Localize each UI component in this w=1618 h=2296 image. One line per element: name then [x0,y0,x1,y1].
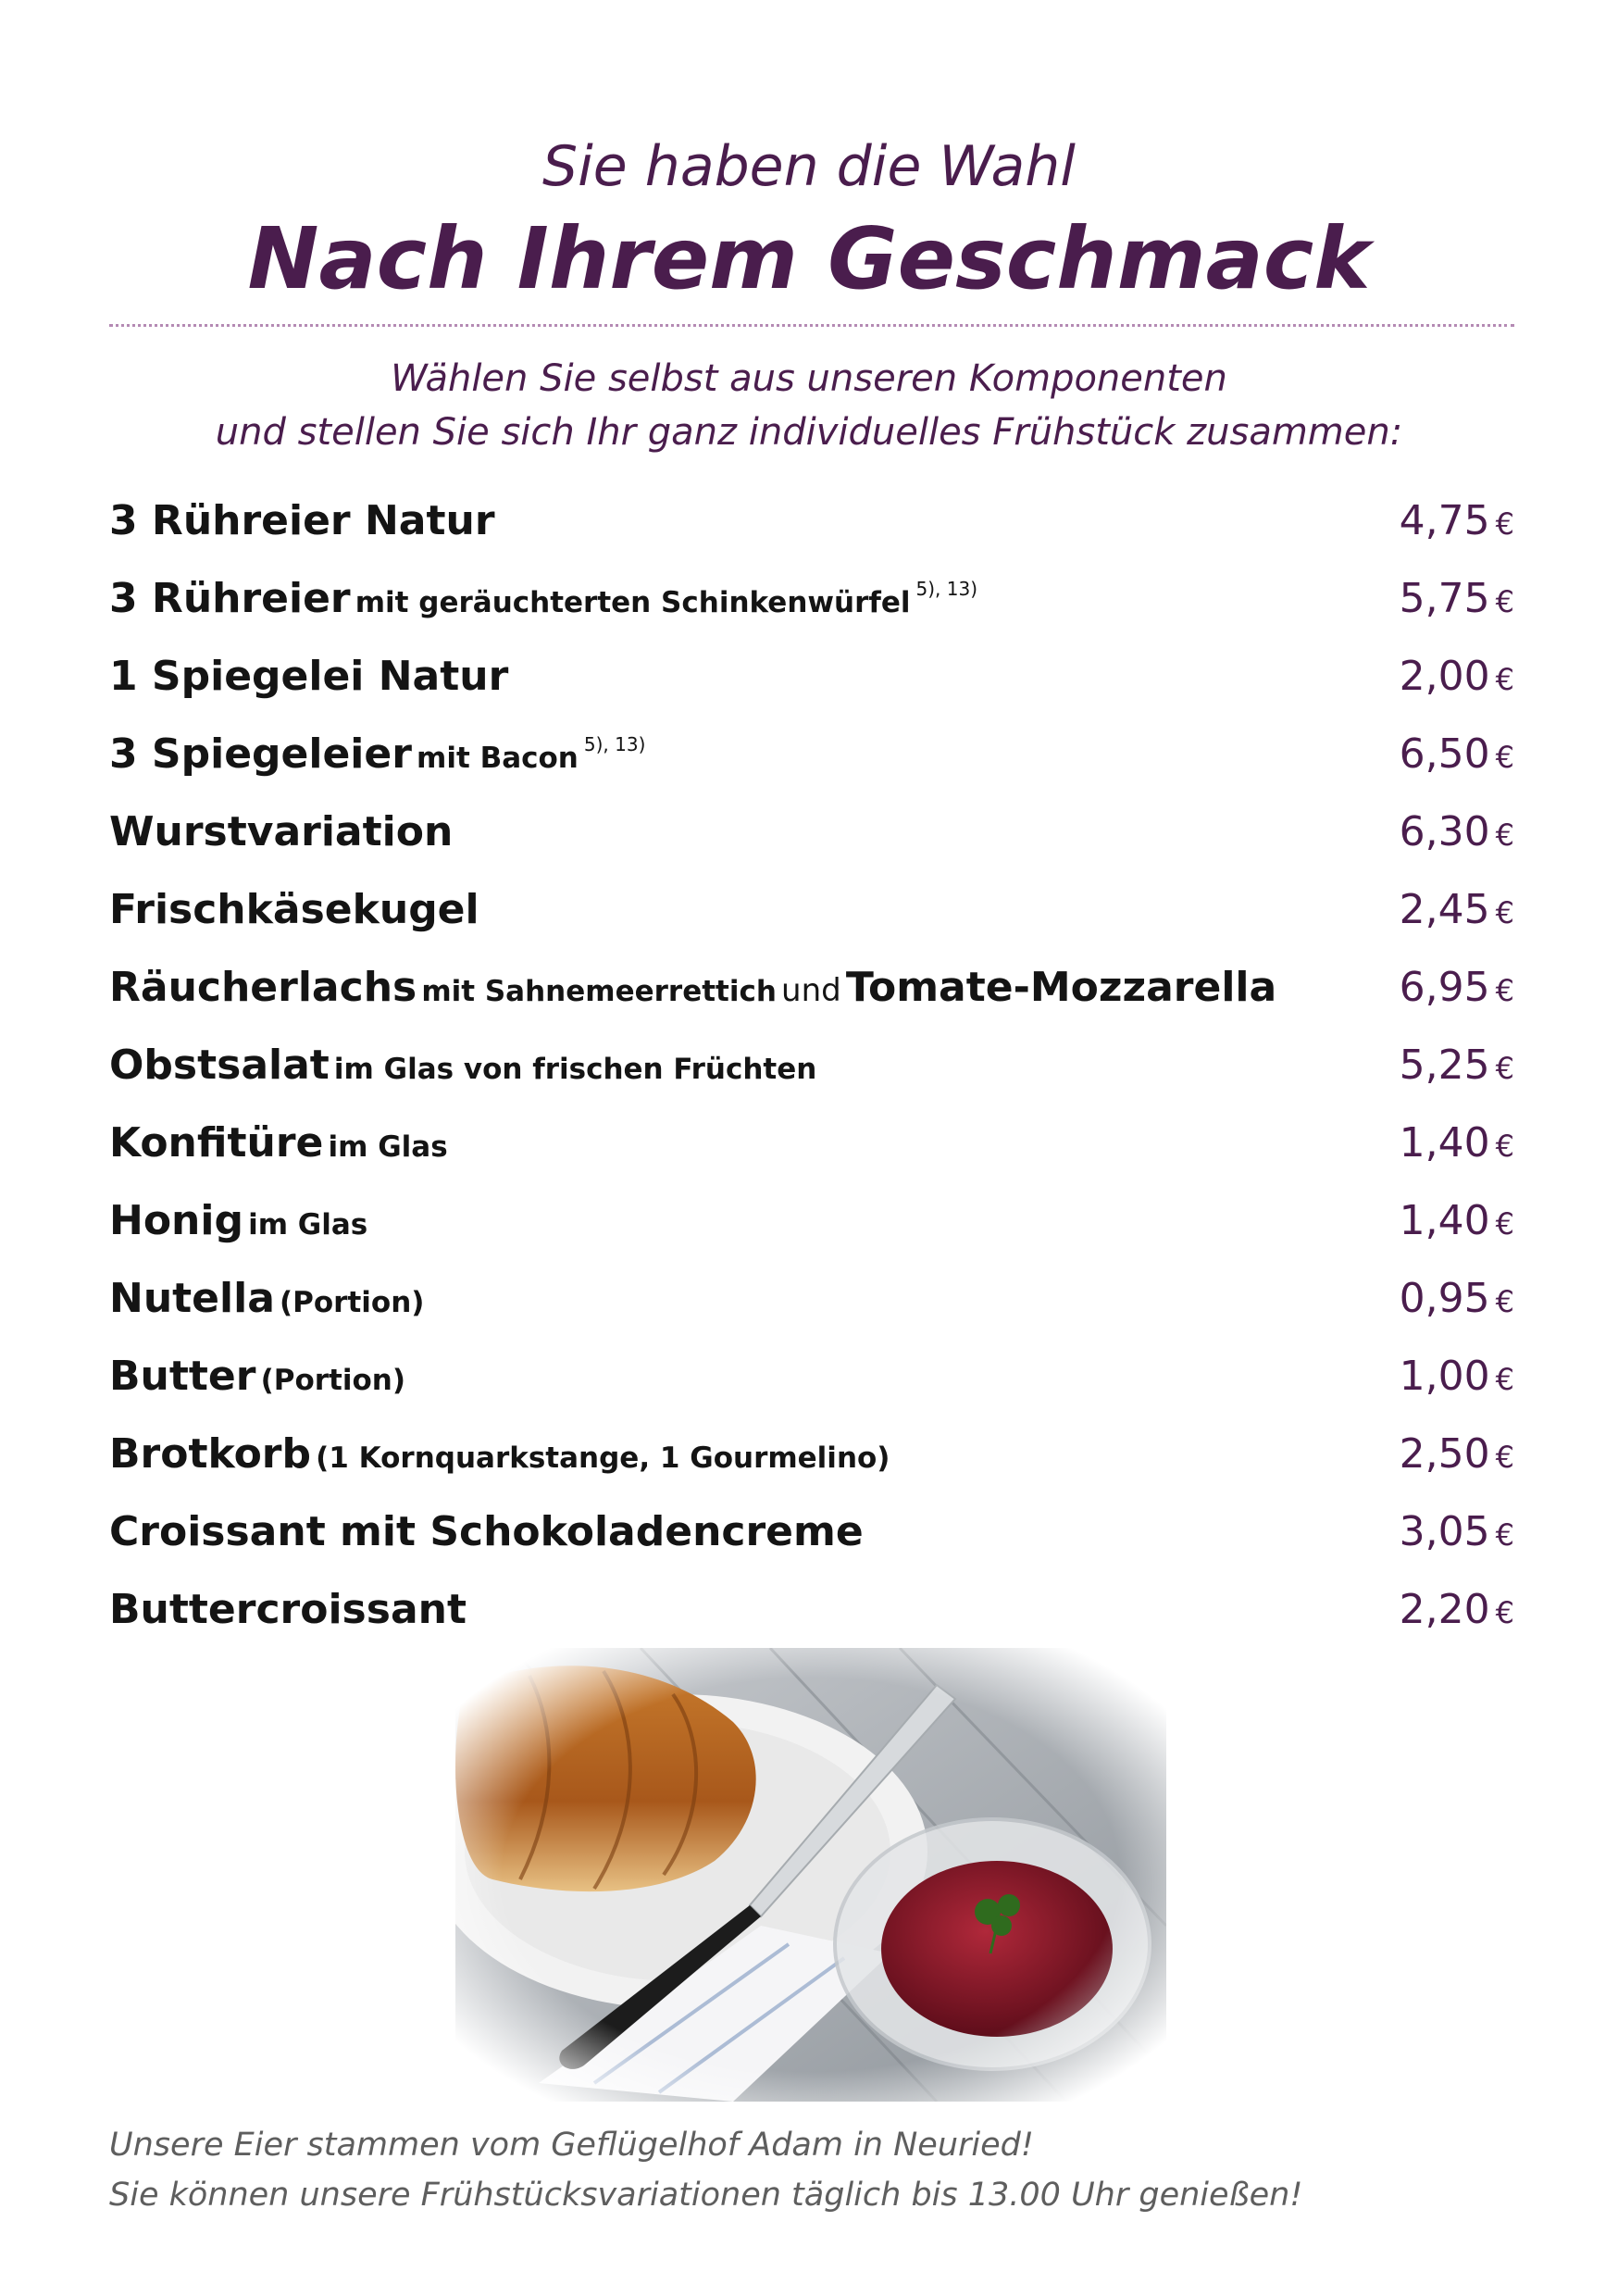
item-name: 3 Spiegeleier [109,730,412,778]
menu-row [109,948,1514,1026]
item-price [1400,1430,1514,1478]
item-detail: (1 Kornquarkstange, 1 Gourmelino) [316,1441,890,1475]
menu-row [109,1104,1514,1181]
menu-item [109,1042,816,1089]
item-name: Brotkorb [109,1429,312,1478]
allergen-note: 5), 13) [915,577,978,600]
breakfast-croissant-jam-photo [455,1648,1166,2102]
euro-symbol: € [1495,1050,1514,1086]
menu-item [109,653,508,700]
item-price [1400,653,1514,700]
item-detail: im Glas [248,1207,368,1242]
item-price [1400,1197,1514,1244]
item-name: Konfitüre [109,1118,324,1167]
price-value: 6,95 [1399,963,1490,1011]
price-value: 2,50 [1399,1429,1490,1478]
item-name: Nutella [109,1274,275,1322]
price-value: 2,00 [1399,652,1490,700]
menu-item [109,1197,367,1244]
item-price [1400,1275,1514,1322]
item-price [1400,575,1514,622]
price-value: 0,95 [1399,1274,1490,1322]
item-name: Obstsalat [109,1041,330,1089]
item-price [1400,497,1514,544]
item-name: 1 Spiegelei Natur [109,652,509,700]
menu-item [109,1508,864,1555]
menu-row [109,715,1514,792]
menu-row [109,1492,1514,1570]
euro-symbol: € [1495,972,1514,1008]
item-price [1400,1119,1514,1167]
menu-row [109,792,1514,870]
menu-row [109,1415,1514,1492]
item-price [1400,730,1514,778]
intro-line-1: Wählen Sie selbst aus unseren Komponenten [391,357,1227,400]
menu-row [109,481,1514,559]
menu-item [109,1430,890,1478]
euro-symbol: € [1495,583,1514,619]
item-detail: im Glas [328,1129,448,1164]
item-name: 3 Rühreier [109,574,351,622]
price-value: 3,05 [1399,1507,1490,1555]
item-name-secondary: Tomate-Mozzarella [845,963,1277,1011]
item-name: Honig [109,1196,243,1244]
euro-symbol: € [1495,817,1514,853]
menu-item [109,964,1276,1011]
item-price [1400,964,1514,1011]
menu-row [109,1337,1514,1415]
euro-symbol: € [1495,1516,1514,1553]
price-value: 4,75 [1399,496,1490,544]
euro-symbol: € [1495,505,1514,542]
menu-item [109,1586,467,1633]
menu-row [109,1026,1514,1104]
euro-symbol: € [1495,1128,1514,1164]
menu-item [109,1353,405,1400]
price-value: 2,20 [1399,1585,1490,1633]
item-price [1400,1508,1514,1555]
menu-footer [109,2120,1514,2220]
item-name: Frischkäsekugel [109,885,479,933]
allergen-note: 5), 13) [583,732,646,755]
menu-item [109,575,977,622]
item-detail: (Portion) [279,1285,425,1319]
item-detail: mit Sahnemeerrettich [421,974,777,1008]
item-detail: (Portion) [260,1363,406,1397]
item-detail: mit Bacon [417,741,579,775]
menu-item [109,1119,448,1167]
menu-item [109,730,645,778]
item-name: Butter [109,1352,256,1400]
item-name: Räucherlachs [109,963,417,1011]
item-name: Wurstvariation [109,807,454,855]
menu-title: Nach Ihrem Geschmack [247,209,1371,308]
menu-item [109,1275,424,1322]
menu-list [109,481,1514,1648]
footer-line-1: Unsere Eier stammen vom Geflügelhof Adam in Neuried! [109,2127,1034,2164]
item-detail: im Glas von frischen Früchten [333,1052,817,1086]
menu-row [109,1570,1514,1648]
item-price [1400,1586,1514,1633]
item-name: Croissant mit Schokoladencreme [109,1507,864,1555]
price-value: 1,00 [1399,1352,1490,1400]
item-name: Buttercroissant [109,1585,467,1633]
euro-symbol: € [1495,1205,1514,1242]
item-price [1400,1353,1514,1400]
euro-symbol: € [1495,1283,1514,1319]
euro-symbol: € [1495,1439,1514,1475]
price-value: 6,30 [1399,807,1490,855]
menu-kicker: Sie haben die Wahl [542,134,1076,199]
menu-intro [0,352,1618,459]
euro-symbol: € [1495,1594,1514,1630]
menu-row [109,637,1514,715]
price-value: 6,50 [1399,730,1490,778]
euro-symbol: € [1495,1361,1514,1397]
euro-symbol: € [1495,894,1514,930]
intro-line-2: und stellen Sie sich Ihr ganz individuelles Frühstück zusammen: [215,411,1403,454]
menu-item [109,497,495,544]
price-value: 1,40 [1399,1196,1490,1244]
euro-symbol: € [1495,661,1514,697]
menu-row [109,870,1514,948]
footer-line-2: Sie können unsere Frühstücksvariationen täglich bis 13.00 Uhr genießen! [109,2177,1303,2214]
menu-row [109,559,1514,637]
menu-item [109,808,453,855]
item-detail: mit geräuchterten Schinkenwürfel [355,585,911,619]
menu-row [109,1181,1514,1259]
dotted-divider [109,324,1514,327]
price-value: 5,25 [1399,1041,1490,1089]
price-value: 5,75 [1399,574,1490,622]
item-price [1400,886,1514,933]
item-conjunction: und [781,971,841,1009]
item-price [1400,808,1514,855]
euro-symbol: € [1495,739,1514,775]
menu-item [109,886,479,933]
price-value: 2,45 [1399,885,1490,933]
item-price [1400,1042,1514,1089]
price-value: 1,40 [1399,1118,1490,1167]
item-name: 3 Rühreier Natur [109,496,495,544]
menu-row [109,1259,1514,1337]
